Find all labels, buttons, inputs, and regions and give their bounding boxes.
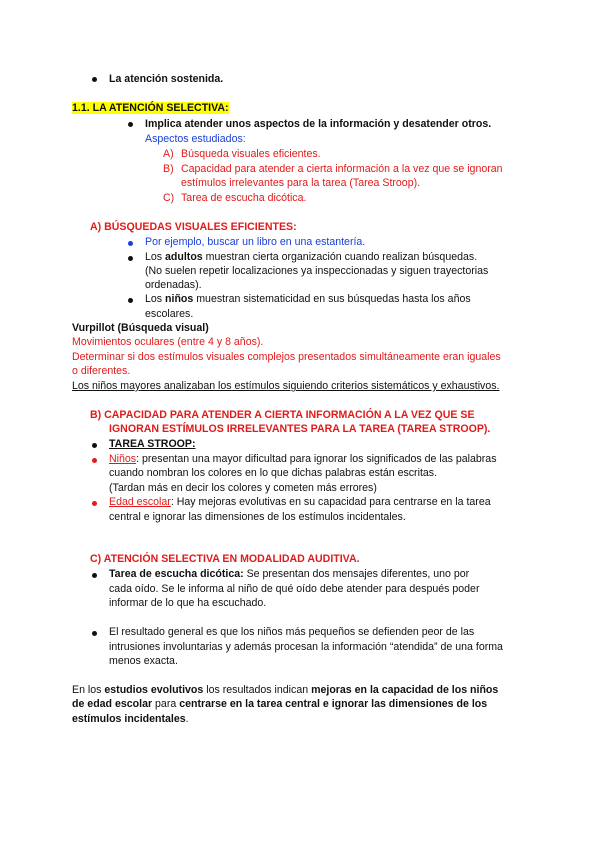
concl-p5: de edad escolar <box>72 698 153 710</box>
section-heading-1-1 <box>72 101 229 115</box>
secA-b1: Por ejemplo, buscar un libro en una estantería. <box>145 236 366 248</box>
concl-p9: . <box>185 713 189 725</box>
edad-line <box>109 495 491 509</box>
ninos-l3: (Tardan más en decir los colores y cometen más errores) <box>109 482 377 494</box>
secC-b1-text: Se presentan dos mensajes diferentes, uno por <box>243 568 470 580</box>
s11-bullet: Implica atender unos aspectos de la información y desatender otros. <box>145 118 492 130</box>
aspect-c-letter: C) <box>163 192 175 204</box>
secA-b3 <box>145 292 471 306</box>
ninos-l2: cuando nombran los colores en lo que dichas palabras están escritas. <box>109 467 438 479</box>
ninos-label: Niños <box>109 453 137 465</box>
secA-b3-bold: niños <box>165 293 194 305</box>
secC-b1-l2: cada oído. Se le informa al niño de qué oído debe atender para después poder <box>109 583 480 595</box>
ninos-line <box>109 452 497 466</box>
vurpillot-l3: o diferentes. <box>72 365 131 377</box>
aspect-b-letter: B) <box>163 163 174 175</box>
bullet-dot <box>128 122 133 127</box>
top-item: La atención sostenida. <box>109 73 224 85</box>
secA-b2-bold: adultos <box>165 251 203 263</box>
secC-b2-l3: menos exacta. <box>109 655 178 667</box>
bullet-dot <box>92 631 97 636</box>
bullet-dot <box>92 77 97 82</box>
concl-p8: estímulos incidentales <box>72 713 186 725</box>
secC-b1-l3: informar de lo que ha escuchado. <box>109 597 267 609</box>
conclusion-l3 <box>72 712 189 726</box>
secA-b3-pre: Los <box>145 293 166 305</box>
concl-p1: En los <box>72 684 105 696</box>
secC-b2-l1: El resultado general es que los niños más pequeños se defienden peor de las <box>109 626 475 638</box>
edad-text: : Hay mejoras evolutivas en su capacidad para centrarse en la tarea <box>170 496 491 508</box>
secA-b2-l2: (No suelen repetir localizaciones ya inspeccionadas y siguen trayectorias <box>145 265 489 277</box>
vurpillot-l1: Movimientos oculares (entre 4 y 8 años). <box>72 336 264 348</box>
heading-highlight: 1.1. LA ATENCIÓN SELECTIVA: <box>72 102 229 114</box>
stroop-title: TAREA STROOP: <box>109 438 196 450</box>
edad-l2: central e ignorar las dimensiones de los estímulos incidentales. <box>109 511 406 523</box>
aspect-b-text: Capacidad para atender a cierta información a la vez que se ignoran <box>181 163 503 175</box>
secA-b2-l3: ordenadas). <box>145 279 202 291</box>
vurpillot-l4: Los niños mayores analizaban los estímulos siguiendo criterios sistemáticos y exhaustivos. <box>72 380 500 392</box>
edad-label: Edad escolar <box>109 496 171 508</box>
section-b-heading-l1: B) CAPACIDAD PARA ATENDER A CIERTA INFORMACIÓN A LA VEZ QUE SE <box>90 409 475 421</box>
conclusion-l2 <box>72 697 487 711</box>
secA-b3-post: muestran sistematicidad en sus búsquedas hasta los años <box>193 293 471 305</box>
conclusion-l1 <box>72 683 498 697</box>
bullet-dot <box>92 573 97 578</box>
secA-b3-l2: escolares. <box>145 308 194 320</box>
concl-p2: estudios evolutivos <box>104 684 204 696</box>
concl-p3: los resultados indican <box>203 684 312 696</box>
bullet-dot <box>92 443 97 448</box>
secC-b1 <box>109 567 469 581</box>
bullet-dot <box>92 458 97 463</box>
concl-p6: para <box>152 698 180 710</box>
aspect-b-cont: estímulos irrelevantes para la tarea (Tarea Stroop). <box>181 177 421 189</box>
aspect-c-text: Tarea de escucha dicótica. <box>181 192 307 204</box>
aspects-title: Aspectos estudiados: <box>145 133 246 145</box>
bullet-dot <box>128 298 133 303</box>
bullet-dot <box>92 501 97 506</box>
vurpillot-title: Vurpillot (Búsqueda visual) <box>72 322 209 334</box>
secC-b1-bold: Tarea de escucha dicótica: <box>109 568 244 580</box>
section-a-heading: A) BÚSQUEDAS VISUALES EFICIENTES: <box>90 221 297 233</box>
ninos-text: : presentan una mayor dificultad para ignorar los significados de las palabras <box>136 453 497 465</box>
section-b-heading-l2: IGNORAN ESTÍMULOS IRRELEVANTES PARA LA TAREA (TAREA STROOP). <box>109 423 491 435</box>
aspect-a-text: Búsqueda visuales eficientes. <box>181 148 321 160</box>
bullet-dot <box>128 256 133 261</box>
secA-b2 <box>145 250 477 264</box>
secA-b2-post: muestran cierta organización cuando realizan búsquedas. <box>202 251 478 263</box>
aspect-a-letter: A) <box>163 148 174 160</box>
bullet-dot <box>128 241 133 246</box>
section-c-heading: C) ATENCIÓN SELECTIVA EN MODALIDAD AUDITIVA. <box>90 553 360 565</box>
secC-b2-l2: intrusiones involuntarias y además procesan la información “atendida” de una forma <box>109 641 503 653</box>
concl-p4: mejoras en la capacidad de los niños <box>311 684 499 696</box>
concl-p7: centrarse en la tarea central e ignorar las dimensiones de los <box>179 698 488 710</box>
secA-b2-pre: Los <box>145 251 166 263</box>
vurpillot-l2: Determinar si dos estímulos visuales complejos presentados simultáneamente eran iguales <box>72 351 501 363</box>
